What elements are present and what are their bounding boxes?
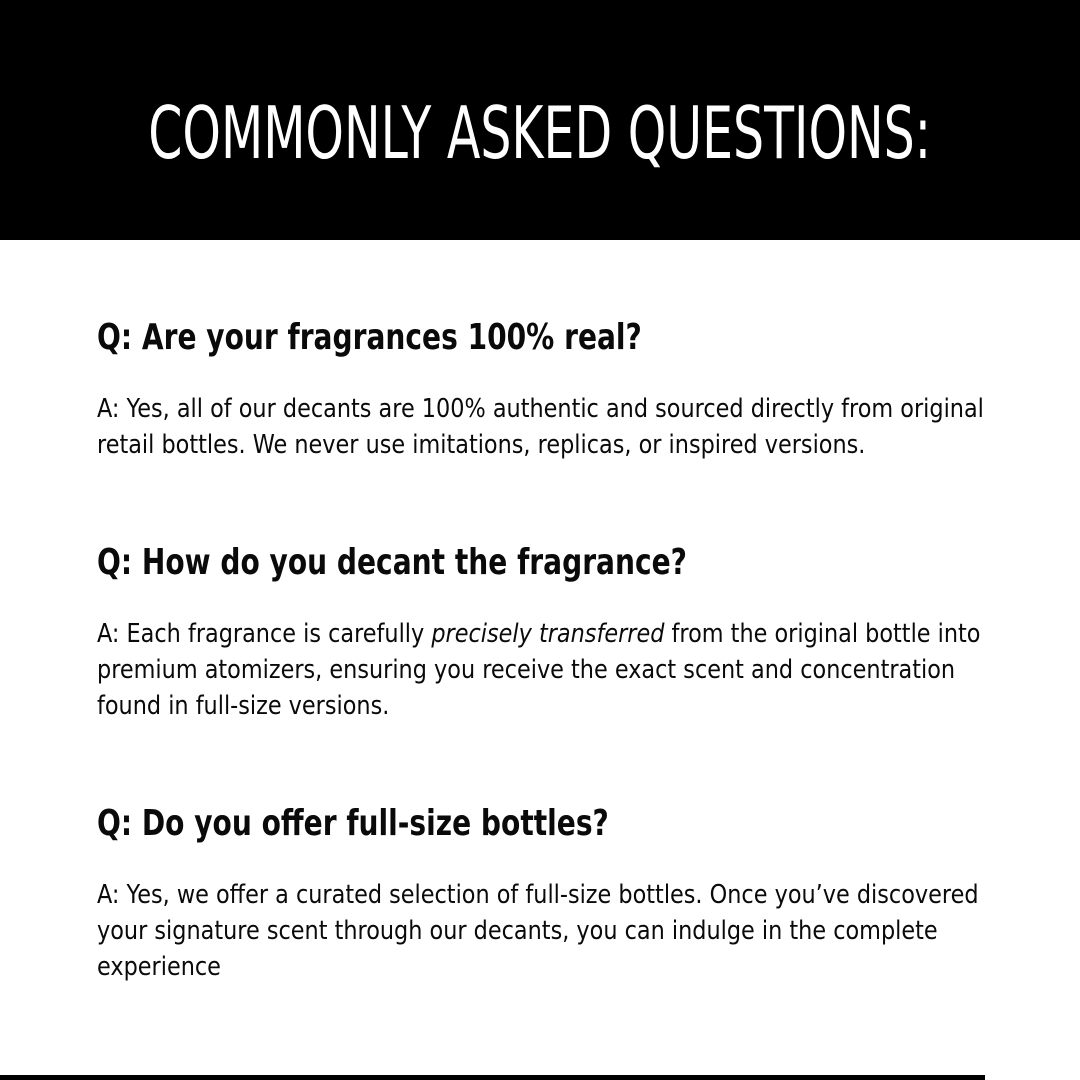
qa-block-1: [97, 316, 1080, 463]
footer-bar: [0, 1075, 985, 1080]
faq-list: [0, 240, 1080, 985]
question-text: Q: How do you decant the fragrance?: [97, 542, 687, 583]
header-band: [0, 0, 1080, 240]
question-text: Q: Do you offer full-size bottles?: [97, 803, 609, 844]
question-text: Q: Are your fragrances 100% real?: [97, 317, 642, 358]
answer-text: A: Each fragrance is carefully precisely transferred from the original bottle into premium atomizers, ensuring you receive the exact scent and concentration found in full-size versions.: [97, 619, 981, 721]
qa-block-2: [97, 541, 1080, 724]
answer-text: A: Yes, we offer a curated selection of full-size bottles. Once youʼve discovered your signature scent through our decants, you can indulge in the complete experience: [97, 880, 979, 982]
page-title: COMMONLY ASKED QUESTIONS:: [148, 91, 932, 175]
answer-text: A: Yes, all of our decants are 100% authentic and sourced directly from original retail bottles. We never use imitations, replicas, or inspired versions.: [97, 394, 984, 460]
qa-block-3: [97, 802, 1080, 985]
